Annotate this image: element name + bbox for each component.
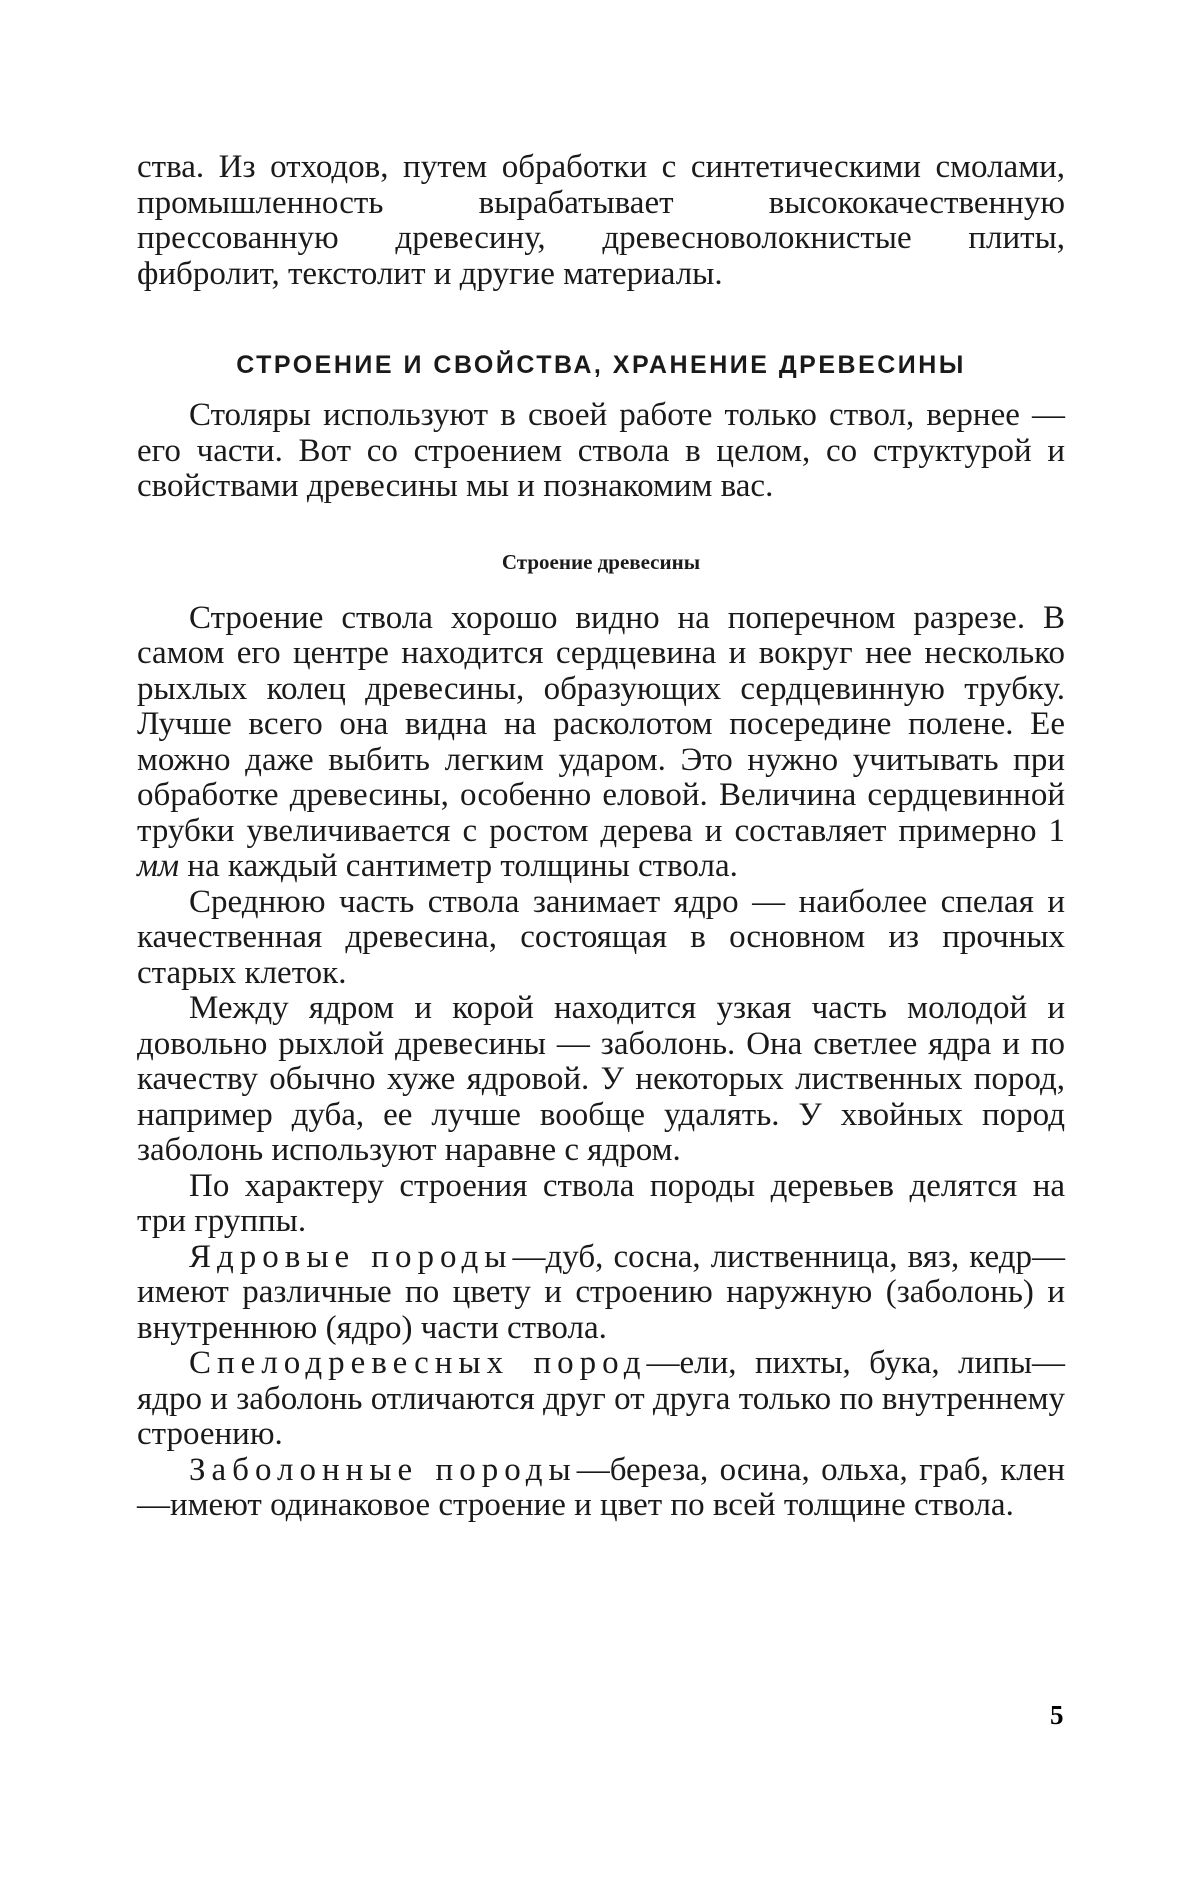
paragraph-core-tube-text-b: на каждый сантиметр толщины ствола. bbox=[179, 848, 738, 884]
section-heading: СТРОЕНИЕ И СВОЙСТВА, ХРАНЕНИЕ ДРЕВЕСИНЫ bbox=[137, 350, 1065, 380]
subsection-heading: Строение древесины bbox=[137, 549, 1065, 575]
unit-mm: мм bbox=[137, 848, 179, 884]
term-heartwood-species: Ядровые породы bbox=[189, 1239, 512, 1275]
heartwood-species-text: —дуб, сосна, лиственница, вяз, кедр—имеют различные по цвету и строению наружную (заболонь) и внутреннюю (ядро) части ствола. bbox=[137, 1239, 1065, 1346]
paragraph-core-tube-text-a: Строение ствола хорошо видно на поперечном разрезе. В самом его центре находится сердцевина и вокруг нее несколько рыхлых колец древесины, образующих сердцевинную трубку. Лучше всего она видна на расколотом посередине полене. Ее можно даже выбить легким ударом. Это нужно учитывать при обработке древесины, особенно еловой. Величина сердцевинной трубки увеличивается с ростом дерева и составляет примерно 1 bbox=[137, 600, 1065, 849]
paragraph-core-tube bbox=[137, 601, 1065, 885]
sapwood-species-text: —береза, осина, ольха, граб, клен—имеют одинаковое строение и цвет по всей толщине ствола. bbox=[137, 1452, 1065, 1524]
page-number: 5 bbox=[1050, 1700, 1064, 1731]
paragraph-sapwood: Между ядром и корой находится узкая часть молодой и довольно рыхлой древесины — заболонь. Она светлее ядра и по качеству обычно хуже ядровой. У некоторых лиственных пород, например дуба, ее лучше вообще удалять. У хвойных пород заболонь используют наравне с ядром. bbox=[137, 991, 1065, 1169]
intro-paragraph: ства. Из отходов, путем обработки с синтетическими смолами, промышленность вырабатывает высококачественную прессованную древесину, древесноволокнистые плиты, фибролит, текстолит и другие материалы. bbox=[137, 150, 1065, 292]
paragraph-ripewood-species bbox=[137, 1346, 1065, 1453]
section-intro-paragraph: Столяры используют в своей работе только ствол, вернее — его части. Вот со строением ствола в целом, со структурой и свойствами древесины мы и познакомим вас. bbox=[137, 398, 1065, 505]
paragraph-groups: По характеру строения ствола породы деревьев делятся на три группы. bbox=[137, 1169, 1065, 1240]
term-ripewood-species: Спелодревесных пород bbox=[189, 1345, 647, 1381]
paragraph-heartwood: Среднюю часть ствола занимает ядро — наиболее спелая и качественная древесина, состоящая в основном из прочных старых клеток. bbox=[137, 885, 1065, 992]
ripewood-species-text: —ели, пихты, бука, липы—ядро и заболонь отличаются друг от друга только по внутреннему строению. bbox=[137, 1345, 1065, 1452]
book-page bbox=[137, 150, 1065, 1524]
paragraph-sapwood-species bbox=[137, 1453, 1065, 1524]
term-sapwood-species: Заболонные породы bbox=[189, 1452, 577, 1488]
paragraph-heartwood-species bbox=[137, 1240, 1065, 1347]
